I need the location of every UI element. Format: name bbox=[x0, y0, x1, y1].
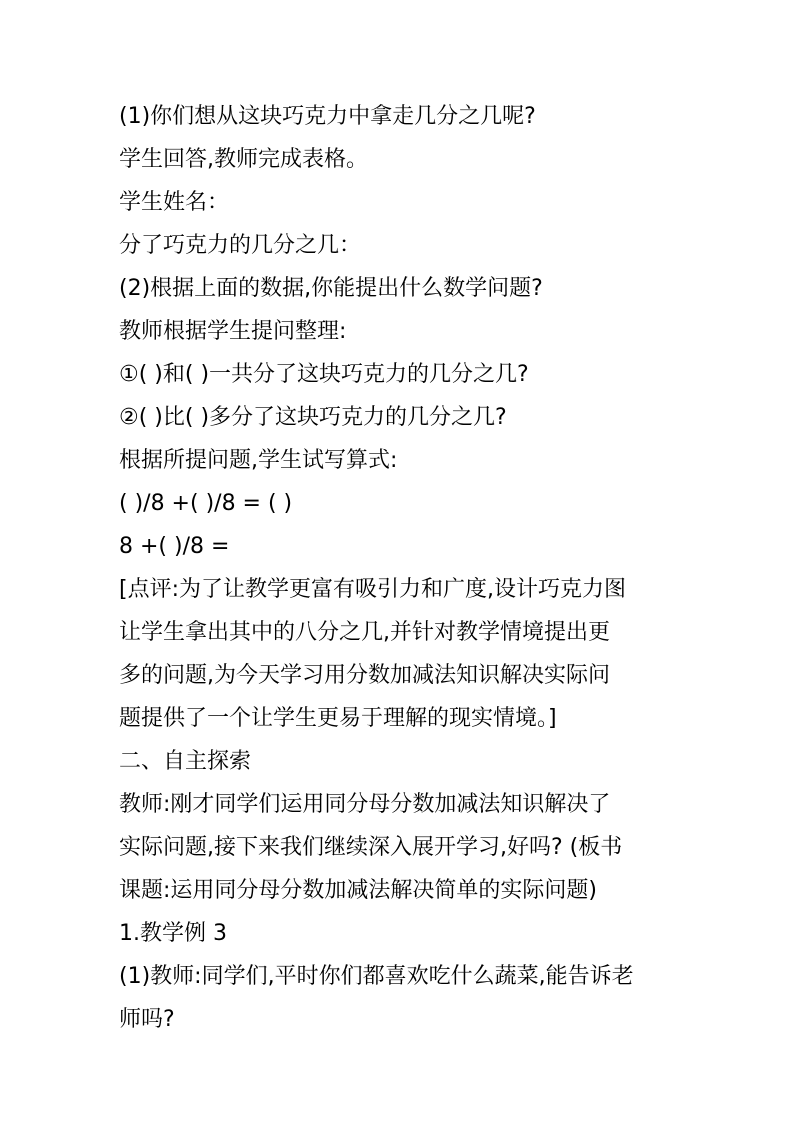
teacher-intro-line-3: 课题:运用同分母分数加减法解决简单的实际问题) bbox=[119, 878, 597, 903]
vegetable-question-line-2: 师吗? bbox=[119, 1007, 175, 1032]
comment-line-3: 多的问题,为今天学习用分数加减法知识解决实际问 bbox=[119, 663, 610, 688]
fraction-share-line: 分了巧克力的几分之几： bbox=[119, 233, 362, 258]
student-answer-line: 学生回答,教师完成表格。 bbox=[119, 147, 368, 172]
vegetable-question-line-1: (1)教师:同学们,平时你们都喜欢吃什么蔬菜,能告诉老 bbox=[119, 964, 634, 989]
example-3-line: 1.教学例 3 bbox=[119, 921, 227, 946]
teacher-organize-line: 教师根据学生提问整理: bbox=[119, 319, 347, 344]
question-circle-2-line: ②( )比( )多分了这块巧克力的几分之几? bbox=[119, 405, 507, 430]
student-name-line: 学生姓名： bbox=[119, 190, 230, 215]
formula-1-line: ( )/8 +( )/8 = ( ) bbox=[119, 491, 293, 516]
document-body bbox=[119, 95, 679, 1041]
comment-line-4: 题提供了一个让学生更易于理解的现实情境。] bbox=[119, 706, 557, 731]
question-circle-1-line: ①( )和( )一共分了这块巧克力的几分之几? bbox=[119, 362, 529, 387]
try-formula-line: 根据所提问题,学生试写算式: bbox=[119, 448, 398, 473]
section-heading-line: 二、自主探索 bbox=[119, 749, 252, 774]
formula-2-line: 8 +( )/8 = bbox=[119, 534, 230, 559]
comment-line-1: [点评:为了让教学更富有吸引力和广度,设计巧克力图 bbox=[119, 577, 626, 602]
comment-line-2: 让学生拿出其中的八分之几,并针对教学情境提出更 bbox=[119, 620, 610, 645]
teacher-intro-line-1: 教师:刚才同学们运用同分母分数加减法知识解决了 bbox=[119, 792, 611, 817]
question-2-line: (2)根据上面的数据,你能提出什么数学问题? bbox=[119, 276, 543, 301]
question-1-line: (1)你们想从这块巧克力中拿走几分之几呢? bbox=[119, 104, 536, 129]
teacher-intro-line-2: 实际问题,接下来我们继续深入展开学习,好吗? (板书 bbox=[119, 835, 623, 860]
